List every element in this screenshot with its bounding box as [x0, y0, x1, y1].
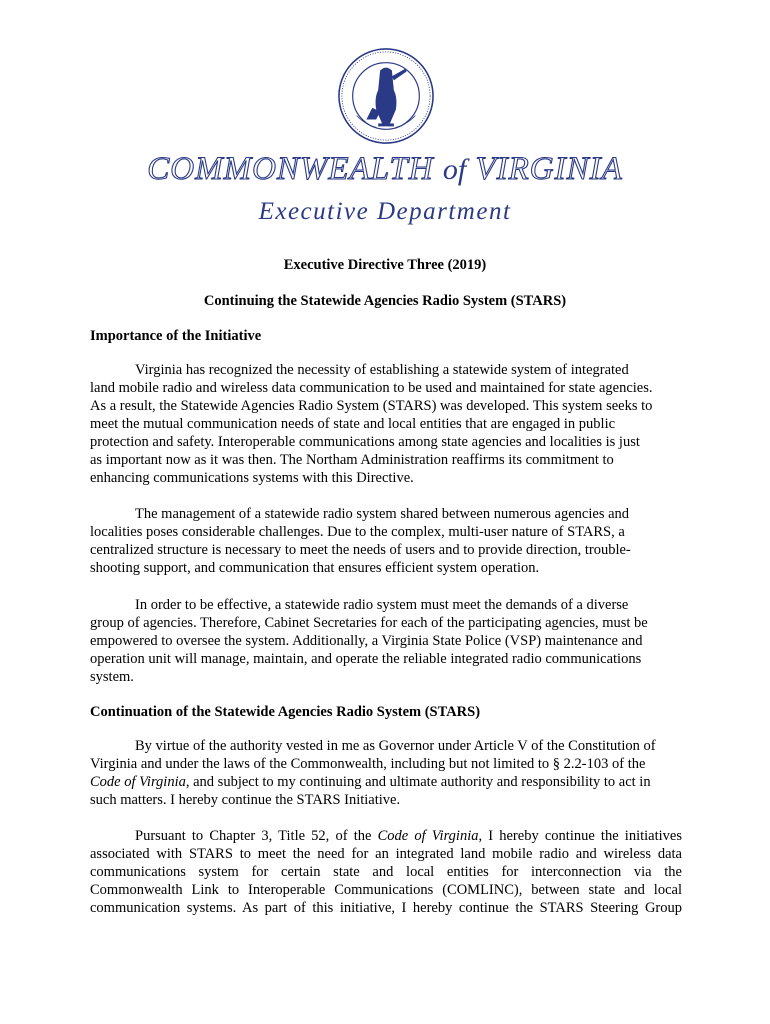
document-subtitle: Continuing the Statewide Agencies Radio System (STARS): [203, 293, 567, 309]
text-line: as important now as it was then. The Northam Administration reaffirms its commitment to: [90, 452, 614, 468]
text-line: communication systems. As part of this initiative, I hereby continue the STARS Steering Group: [90, 900, 682, 916]
text-line: associated with STARS to meet the need for an integrated land mobile radio and wireless data: [90, 846, 682, 862]
paragraph-continuation-2: [90, 827, 682, 917]
text-line: localities poses considerable challenges. Due to the complex, multi-user nature of STARS, a: [90, 524, 625, 540]
paragraph-continuation-1: [90, 737, 682, 809]
section-heading-continuation: Continuation of the Statewide Agencies Radio System (STARS): [90, 704, 481, 720]
document-title: Executive Directive Three (2019): [283, 257, 487, 273]
text-line: In order to be effective, a statewide radio system must meet the demands of a diverse: [135, 597, 629, 613]
paragraph-importance-1: [90, 361, 682, 487]
paragraph-importance-3: [90, 596, 682, 686]
text-line: shooting support, and communication that ensures efficient system operation.: [90, 560, 540, 576]
text-line: centralized structure is necessary to meet the needs of users and to provide direction, trouble-: [90, 542, 631, 558]
text-line: By virtue of the authority vested in me as Governor under Article V of the Constitution of: [135, 738, 656, 754]
code-of-virginia-citation: Code of Virginia: [90, 774, 186, 790]
text-line: operation unit will manage, maintain, and operate the reliable integrated radio communications: [90, 651, 642, 667]
code-of-virginia-citation: Code of Virginia: [377, 828, 479, 844]
text-line: such matters. I hereby continue the STARS Initiative.: [90, 792, 401, 808]
text-line: Code of Virginia, and subject to my continuing and ultimate authority and responsibility to act in: [90, 774, 651, 790]
text-line: meet the mutual communication needs of state and local entities that are engaged in public: [90, 416, 616, 432]
text-line: As a result, the Statewide Agencies Radio System (STARS) was developed. This system seeks to: [90, 398, 653, 414]
text-line: enhancing communications systems with this Directive.: [90, 470, 414, 486]
text-line: Virginia and under the laws of the Commonwealth, including but not limited to § 2.2-103 of the: [90, 756, 646, 772]
text-line: Virginia has recognized the necessity of establishing a statewide system of integrated: [135, 362, 629, 378]
text-line: empowered to oversee the system. Additionally, a Virginia State Police (VSP) maintenance and: [90, 633, 643, 649]
text-line: protection and safety. Interoperable communications among state agencies and localities is just: [90, 434, 640, 450]
section-heading-importance: Importance of the Initiative: [90, 328, 262, 344]
text-line: system.: [90, 669, 134, 685]
text-line: communications system for certain state and local entities for interconnection via the: [90, 864, 682, 880]
text-line: Pursuant to Chapter 3, Title 52, of the Code of Virginia, I hereby continue the initiatives: [135, 828, 682, 844]
text-line: Commonwealth Link to Interoperable Communications (COMLINC), between state and local: [90, 882, 682, 898]
text-line: land mobile radio and wireless data communication to be used and maintained for state agencies.: [90, 380, 653, 396]
letterhead-commonwealth: COMMONWEALTH of VIRGINIA: [147, 151, 623, 187]
text-line: The management of a statewide radio system shared between numerous agencies and: [135, 506, 630, 522]
virginia-state-seal-icon: [337, 47, 435, 145]
text-line: group of agencies. Therefore, Cabinet Secretaries for each of the participating agencies, must be: [90, 615, 648, 631]
paragraph-importance-2: [90, 505, 682, 577]
letterhead-department: Executive Department: [258, 198, 512, 225]
